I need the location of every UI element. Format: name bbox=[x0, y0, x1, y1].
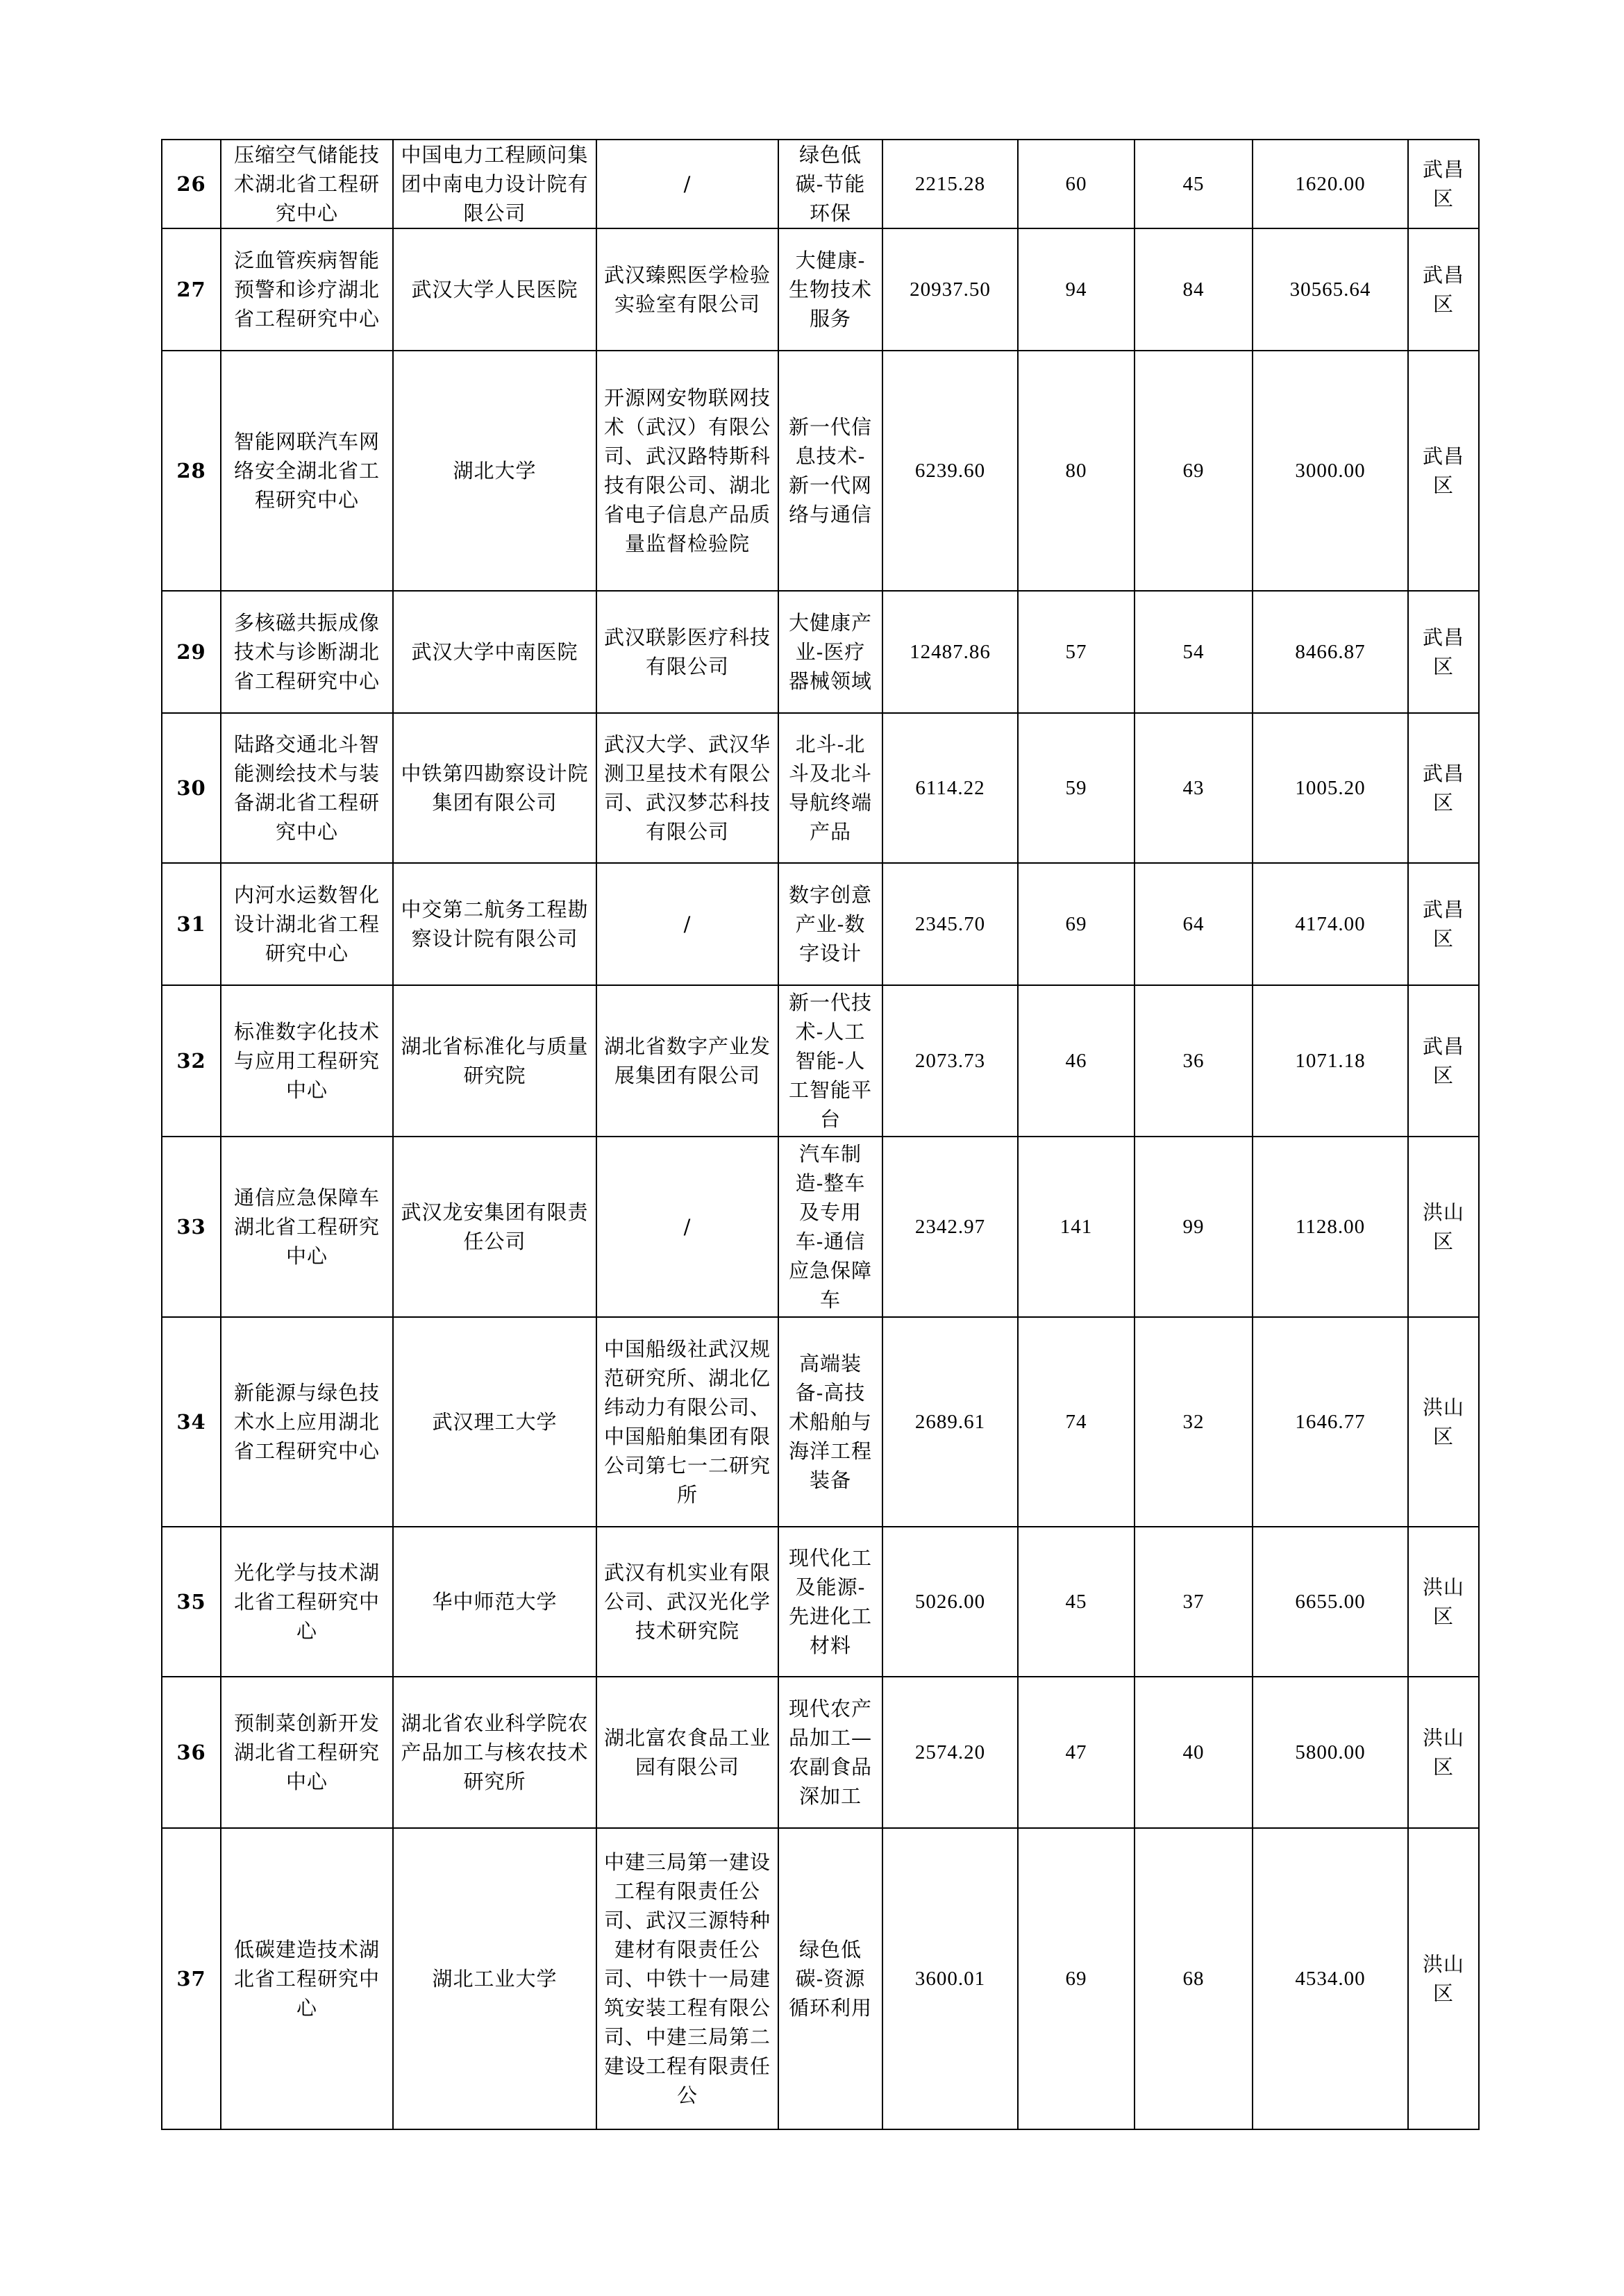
industry-field-cell-text: 现代化工及能源-先进化工材料 bbox=[788, 1546, 872, 1657]
industry-field-cell bbox=[778, 591, 882, 713]
industry-field-cell-text: 大健康-生物技术服务 bbox=[788, 249, 872, 330]
center-name-cell-text: 光化学与技术湖北省工程研究中心 bbox=[233, 1561, 380, 1643]
value-cell-4 bbox=[1253, 1677, 1408, 1828]
value-cell-2-text: 57 bbox=[1065, 641, 1087, 663]
value-cell-4-text: 4174.00 bbox=[1295, 913, 1366, 935]
lead-unit-cell-text: 中交第二航务工程勘察设计院有限公司 bbox=[401, 898, 589, 950]
partner-units-cell-text: 武汉有机实业有限公司、武汉光化学技术研究院 bbox=[604, 1561, 771, 1643]
partner-units-cell bbox=[596, 713, 778, 863]
center-name-cell bbox=[221, 1677, 393, 1828]
value-cell-4 bbox=[1253, 351, 1408, 591]
value-cell-2-text: 59 bbox=[1065, 777, 1087, 799]
lead-unit-cell bbox=[393, 351, 596, 591]
partner-units-cell bbox=[596, 591, 778, 713]
value-cell-2-text: 94 bbox=[1065, 278, 1087, 301]
partner-units-cell bbox=[596, 1137, 778, 1317]
partner-units-cell-text: 湖北省数字产业发展集团有限公司 bbox=[604, 1034, 771, 1087]
center-name-cell-text: 预制菜创新开发湖北省工程研究中心 bbox=[233, 1711, 380, 1793]
value-cell-2-text: 141 bbox=[1060, 1216, 1093, 1238]
value-cell-1-text: 2342.97 bbox=[914, 1216, 986, 1238]
industry-field-cell-text: 绿色低碳-资源循环利用 bbox=[788, 1938, 872, 2020]
industry-field-cell-text: 大健康产业-医疗器械领域 bbox=[788, 611, 872, 693]
value-cell-4 bbox=[1253, 1317, 1408, 1527]
table-row bbox=[162, 1317, 1479, 1527]
lead-unit-cell bbox=[393, 1317, 596, 1527]
engineering-center-table bbox=[161, 139, 1480, 2130]
district-cell bbox=[1408, 1527, 1479, 1677]
row-number bbox=[162, 1137, 221, 1317]
value-cell-3 bbox=[1135, 228, 1253, 351]
value-cell-4-text: 1646.77 bbox=[1295, 1411, 1366, 1433]
value-cell-3-text: 45 bbox=[1182, 173, 1205, 195]
value-cell-4 bbox=[1253, 1828, 1408, 2129]
district-cell-text: 洪山区 bbox=[1422, 1575, 1464, 1628]
value-cell-1-text: 20937.50 bbox=[910, 278, 991, 301]
district-cell-text: 洪山区 bbox=[1422, 1200, 1464, 1253]
value-cell-4-text: 1071.18 bbox=[1295, 1050, 1366, 1072]
row-number bbox=[162, 985, 221, 1137]
partner-units-cell-text: 开源网安物联网技术（武汉）有限公司、武汉路特斯科技有限公司、湖北省电子信息产品质量监督检验院 bbox=[604, 386, 771, 555]
center-name-cell-text: 低碳建造技术湖北省工程研究中心 bbox=[233, 1938, 380, 2020]
value-cell-1 bbox=[882, 1137, 1018, 1317]
value-cell-2-text: 47 bbox=[1065, 1741, 1087, 1763]
district-cell bbox=[1408, 1137, 1479, 1317]
value-cell-3 bbox=[1135, 140, 1253, 228]
table-row bbox=[162, 1677, 1479, 1828]
lead-unit-cell bbox=[393, 713, 596, 863]
center-name-cell bbox=[221, 1137, 393, 1317]
value-cell-2 bbox=[1018, 1527, 1135, 1677]
value-cell-4 bbox=[1253, 1137, 1408, 1317]
center-name-cell-text: 智能网联汽车网络安全湖北省工程研究中心 bbox=[233, 430, 380, 512]
value-cell-4-text: 1620.00 bbox=[1295, 173, 1366, 195]
value-cell-3-text: 37 bbox=[1182, 1591, 1205, 1613]
center-name-cell bbox=[221, 1317, 393, 1527]
row-number-text: 30 bbox=[176, 776, 206, 800]
district-cell-text: 武昌区 bbox=[1422, 444, 1464, 497]
lead-unit-cell-text: 武汉大学人民医院 bbox=[411, 278, 578, 301]
industry-field-cell bbox=[778, 1137, 882, 1317]
value-cell-3 bbox=[1135, 1828, 1253, 2129]
table-body bbox=[162, 140, 1479, 2129]
row-number bbox=[162, 351, 221, 591]
value-cell-3-text: 43 bbox=[1182, 777, 1205, 799]
industry-field-cell-text: 现代农产品加工—农副食品深加工 bbox=[788, 1697, 872, 1808]
row-number bbox=[162, 228, 221, 351]
value-cell-1 bbox=[882, 351, 1018, 591]
partner-units-cell bbox=[596, 228, 778, 351]
lead-unit-cell-text: 武汉理工大学 bbox=[432, 1410, 558, 1434]
center-name-cell-text: 通信应急保障车湖北省工程研究中心 bbox=[233, 1186, 380, 1268]
value-cell-4-text: 1005.20 bbox=[1295, 777, 1366, 799]
value-cell-4-text: 5800.00 bbox=[1295, 1741, 1366, 1763]
table-row bbox=[162, 1527, 1479, 1677]
industry-field-cell bbox=[778, 351, 882, 591]
row-number bbox=[162, 140, 221, 228]
district-cell bbox=[1408, 1317, 1479, 1527]
value-cell-2-text: 45 bbox=[1065, 1591, 1087, 1613]
value-cell-4-text: 1128.00 bbox=[1295, 1216, 1366, 1238]
value-cell-3-text: 84 bbox=[1182, 278, 1205, 301]
partner-units-cell-text: / bbox=[683, 172, 692, 196]
value-cell-3 bbox=[1135, 591, 1253, 713]
partner-units-cell bbox=[596, 985, 778, 1137]
lead-unit-cell-text: 中国电力工程顾问集团中南电力设计院有限公司 bbox=[401, 143, 589, 225]
industry-field-cell bbox=[778, 713, 882, 863]
value-cell-2 bbox=[1018, 140, 1135, 228]
value-cell-3 bbox=[1135, 1137, 1253, 1317]
district-cell-text: 武昌区 bbox=[1422, 626, 1464, 678]
district-cell bbox=[1408, 985, 1479, 1137]
value-cell-3-text: 36 bbox=[1182, 1050, 1205, 1072]
value-cell-2-text: 60 bbox=[1065, 173, 1087, 195]
value-cell-4-text: 30565.64 bbox=[1289, 278, 1371, 301]
table-row bbox=[162, 140, 1479, 228]
value-cell-2-text: 69 bbox=[1065, 913, 1087, 935]
district-cell bbox=[1408, 1828, 1479, 2129]
value-cell-4 bbox=[1253, 713, 1408, 863]
value-cell-1-text: 2073.73 bbox=[914, 1050, 986, 1072]
value-cell-4-text: 8466.87 bbox=[1295, 641, 1366, 663]
value-cell-3-text: 99 bbox=[1182, 1216, 1205, 1238]
industry-field-cell-text: 北斗-北斗及北斗导航终端产品 bbox=[788, 732, 872, 844]
value-cell-2 bbox=[1018, 351, 1135, 591]
district-cell-text: 武昌区 bbox=[1422, 263, 1464, 316]
industry-field-cell bbox=[778, 1828, 882, 2129]
value-cell-3-text: 68 bbox=[1182, 1968, 1205, 1990]
industry-field-cell-text: 新一代技术-人工智能-人工智能平台 bbox=[788, 991, 872, 1131]
partner-units-cell bbox=[596, 1527, 778, 1677]
value-cell-4 bbox=[1253, 985, 1408, 1137]
district-cell-text: 洪山区 bbox=[1422, 1396, 1464, 1448]
industry-field-cell bbox=[778, 1677, 882, 1828]
industry-field-cell-text: 汽车制造-整车及专用车-通信应急保障车 bbox=[788, 1142, 872, 1312]
value-cell-3 bbox=[1135, 985, 1253, 1137]
industry-field-cell bbox=[778, 863, 882, 985]
district-cell-text: 武昌区 bbox=[1422, 762, 1464, 814]
row-number bbox=[162, 1828, 221, 2129]
lead-unit-cell bbox=[393, 985, 596, 1137]
district-cell-text: 武昌区 bbox=[1422, 898, 1464, 950]
row-number bbox=[162, 1317, 221, 1527]
partner-units-cell bbox=[596, 1317, 778, 1527]
partner-units-cell-text: / bbox=[683, 1215, 692, 1239]
lead-unit-cell bbox=[393, 1828, 596, 2129]
value-cell-1-text: 12487.86 bbox=[910, 641, 991, 663]
value-cell-4-text: 4534.00 bbox=[1295, 1968, 1366, 1990]
industry-field-cell bbox=[778, 1527, 882, 1677]
partner-units-cell bbox=[596, 863, 778, 985]
district-cell bbox=[1408, 228, 1479, 351]
table-row bbox=[162, 863, 1479, 985]
row-number-text: 28 bbox=[176, 459, 206, 483]
value-cell-2 bbox=[1018, 1828, 1135, 2129]
value-cell-3 bbox=[1135, 1317, 1253, 1527]
lead-unit-cell-text: 湖北大学 bbox=[453, 459, 537, 483]
value-cell-4 bbox=[1253, 591, 1408, 713]
center-name-cell-text: 新能源与绿色技术水上应用湖北省工程研究中心 bbox=[233, 1381, 380, 1463]
lead-unit-cell-text: 湖北省农业科学院农产品加工与核农技术研究所 bbox=[401, 1711, 589, 1793]
value-cell-1 bbox=[882, 1527, 1018, 1677]
center-name-cell-text: 压缩空气储能技术湖北省工程研究中心 bbox=[233, 143, 380, 225]
lead-unit-cell-text: 中铁第四勘察设计院集团有限公司 bbox=[401, 762, 589, 814]
lead-unit-cell bbox=[393, 1677, 596, 1828]
value-cell-3 bbox=[1135, 1677, 1253, 1828]
value-cell-2 bbox=[1018, 1317, 1135, 1527]
value-cell-2 bbox=[1018, 863, 1135, 985]
center-name-cell bbox=[221, 228, 393, 351]
lead-unit-cell-text: 湖北工业大学 bbox=[432, 1967, 558, 1991]
center-name-cell bbox=[221, 713, 393, 863]
district-cell bbox=[1408, 713, 1479, 863]
district-cell bbox=[1408, 591, 1479, 713]
row-number bbox=[162, 1677, 221, 1828]
lead-unit-cell bbox=[393, 1137, 596, 1317]
partner-units-cell-text: 武汉臻熙医学检验实验室有限公司 bbox=[604, 263, 771, 316]
center-name-cell bbox=[221, 591, 393, 713]
lead-unit-cell-text: 武汉龙安集团有限责任公司 bbox=[401, 1200, 589, 1253]
center-name-cell-text: 内河水运数智化设计湖北省工程研究中心 bbox=[233, 883, 380, 965]
value-cell-2-text: 69 bbox=[1065, 1968, 1087, 1990]
value-cell-2 bbox=[1018, 985, 1135, 1137]
value-cell-1-text: 2574.20 bbox=[914, 1741, 986, 1763]
center-name-cell-text: 陆路交通北斗智能测绘技术与装备湖北省工程研究中心 bbox=[233, 732, 380, 844]
value-cell-4 bbox=[1253, 863, 1408, 985]
row-number-text: 33 bbox=[176, 1215, 206, 1239]
value-cell-3-text: 54 bbox=[1182, 641, 1205, 663]
lead-unit-cell bbox=[393, 140, 596, 228]
lead-unit-cell-text: 武汉大学中南医院 bbox=[411, 640, 578, 664]
industry-field-cell bbox=[778, 228, 882, 351]
value-cell-4 bbox=[1253, 1527, 1408, 1677]
value-cell-4 bbox=[1253, 140, 1408, 228]
row-number-text: 31 bbox=[176, 912, 206, 936]
partner-units-cell-text: 武汉联影医疗科技有限公司 bbox=[604, 626, 771, 678]
value-cell-3-text: 69 bbox=[1182, 460, 1205, 482]
center-name-cell bbox=[221, 1527, 393, 1677]
row-number-text: 34 bbox=[176, 1410, 206, 1434]
value-cell-1-text: 2689.61 bbox=[914, 1411, 986, 1433]
partner-units-cell bbox=[596, 1828, 778, 2129]
value-cell-2 bbox=[1018, 591, 1135, 713]
center-name-cell bbox=[221, 985, 393, 1137]
industry-field-cell-text: 绿色低碳-节能环保 bbox=[795, 143, 866, 225]
value-cell-1 bbox=[882, 1677, 1018, 1828]
value-cell-1 bbox=[882, 985, 1018, 1137]
partner-units-cell-text: 武汉大学、武汉华测卫星技术有限公司、武汉梦芯科技有限公司 bbox=[604, 732, 771, 844]
district-cell bbox=[1408, 1677, 1479, 1828]
center-name-cell-text: 泛血管疾病智能预警和诊疗湖北省工程研究中心 bbox=[233, 249, 380, 330]
value-cell-1-text: 5026.00 bbox=[914, 1591, 986, 1613]
row-number bbox=[162, 863, 221, 985]
partner-units-cell-text: / bbox=[683, 912, 692, 936]
district-cell bbox=[1408, 863, 1479, 985]
table-row bbox=[162, 985, 1479, 1137]
lead-unit-cell bbox=[393, 591, 596, 713]
value-cell-2-text: 80 bbox=[1065, 460, 1087, 482]
partner-units-cell-text: 中建三局第一建设工程有限责任公司、武汉三源特种建材有限责任公司、中铁十一局建筑安装工程有限公司、中建三局第二建设工程有限责任公 bbox=[604, 1850, 771, 2107]
value-cell-1 bbox=[882, 713, 1018, 863]
partner-units-cell-text: 中国船级社武汉规范研究所、湖北亿纬动力有限公司、中国船舶集团有限公司第七一二研究所 bbox=[604, 1337, 771, 1507]
value-cell-3 bbox=[1135, 351, 1253, 591]
value-cell-3 bbox=[1135, 1527, 1253, 1677]
value-cell-1-text: 2215.28 bbox=[914, 173, 986, 195]
center-name-cell bbox=[221, 1828, 393, 2129]
partner-units-cell bbox=[596, 140, 778, 228]
district-cell bbox=[1408, 140, 1479, 228]
center-name-cell bbox=[221, 351, 393, 591]
center-name-cell-text: 标准数字化技术与应用工程研究中心 bbox=[233, 1020, 380, 1102]
industry-field-cell bbox=[778, 140, 882, 228]
value-cell-3 bbox=[1135, 863, 1253, 985]
value-cell-3-text: 40 bbox=[1182, 1741, 1205, 1763]
lead-unit-cell bbox=[393, 228, 596, 351]
row-number-text: 27 bbox=[176, 278, 206, 301]
row-number-text: 32 bbox=[176, 1049, 206, 1073]
value-cell-1 bbox=[882, 228, 1018, 351]
center-name-cell bbox=[221, 140, 393, 228]
value-cell-1 bbox=[882, 1828, 1018, 2129]
value-cell-4-text: 6655.00 bbox=[1295, 1591, 1366, 1613]
lead-unit-cell bbox=[393, 1527, 596, 1677]
industry-field-cell-text: 新一代信息技术-新一代网络与通信 bbox=[788, 415, 872, 526]
row-number-text: 29 bbox=[176, 640, 206, 664]
lead-unit-cell-text: 华中师范大学 bbox=[432, 1590, 558, 1614]
center-name-cell bbox=[221, 863, 393, 985]
lead-unit-cell bbox=[393, 863, 596, 985]
table-row bbox=[162, 713, 1479, 863]
value-cell-1 bbox=[882, 591, 1018, 713]
industry-field-cell-text: 高端装备-高技术船舶与海洋工程装备 bbox=[788, 1352, 872, 1492]
table-row bbox=[162, 228, 1479, 351]
center-name-cell-text: 多核磁共振成像技术与诊断湖北省工程研究中心 bbox=[233, 611, 380, 693]
district-cell-text: 武昌区 bbox=[1422, 1034, 1464, 1087]
value-cell-1 bbox=[882, 1317, 1018, 1527]
district-cell-text: 洪山区 bbox=[1422, 1952, 1464, 2005]
partner-units-cell-text: 湖北富农食品工业园有限公司 bbox=[604, 1726, 771, 1779]
district-cell-text: 武昌区 bbox=[1422, 158, 1464, 210]
row-number bbox=[162, 591, 221, 713]
value-cell-3-text: 64 bbox=[1182, 913, 1205, 935]
table-row bbox=[162, 1828, 1479, 2129]
value-cell-1-text: 3600.01 bbox=[914, 1968, 986, 1990]
row-number-text: 35 bbox=[176, 1590, 206, 1614]
partner-units-cell bbox=[596, 351, 778, 591]
value-cell-2 bbox=[1018, 713, 1135, 863]
row-number bbox=[162, 1527, 221, 1677]
value-cell-3-text: 32 bbox=[1182, 1411, 1205, 1433]
partner-units-cell bbox=[596, 1677, 778, 1828]
value-cell-4-text: 3000.00 bbox=[1295, 460, 1366, 482]
value-cell-1 bbox=[882, 140, 1018, 228]
table-row bbox=[162, 351, 1479, 591]
row-number-text: 37 bbox=[176, 1967, 206, 1991]
row-number-text: 26 bbox=[176, 172, 206, 196]
value-cell-1 bbox=[882, 863, 1018, 985]
table-row bbox=[162, 1137, 1479, 1317]
industry-field-cell-text: 数字创意产业-数字设计 bbox=[788, 883, 872, 965]
district-cell-text: 洪山区 bbox=[1422, 1726, 1464, 1779]
row-number bbox=[162, 713, 221, 863]
value-cell-2-text: 46 bbox=[1065, 1050, 1087, 1072]
row-number-text: 36 bbox=[176, 1741, 206, 1764]
value-cell-2 bbox=[1018, 1677, 1135, 1828]
value-cell-1-text: 6114.22 bbox=[915, 777, 985, 799]
industry-field-cell bbox=[778, 985, 882, 1137]
value-cell-3 bbox=[1135, 713, 1253, 863]
lead-unit-cell-text: 湖北省标准化与质量研究院 bbox=[401, 1034, 589, 1087]
industry-field-cell bbox=[778, 1317, 882, 1527]
value-cell-2 bbox=[1018, 228, 1135, 351]
district-cell bbox=[1408, 351, 1479, 591]
value-cell-2 bbox=[1018, 1137, 1135, 1317]
value-cell-4 bbox=[1253, 228, 1408, 351]
value-cell-2-text: 74 bbox=[1065, 1411, 1087, 1433]
value-cell-1-text: 6239.60 bbox=[914, 460, 986, 482]
table-row bbox=[162, 591, 1479, 713]
value-cell-1-text: 2345.70 bbox=[914, 913, 986, 935]
